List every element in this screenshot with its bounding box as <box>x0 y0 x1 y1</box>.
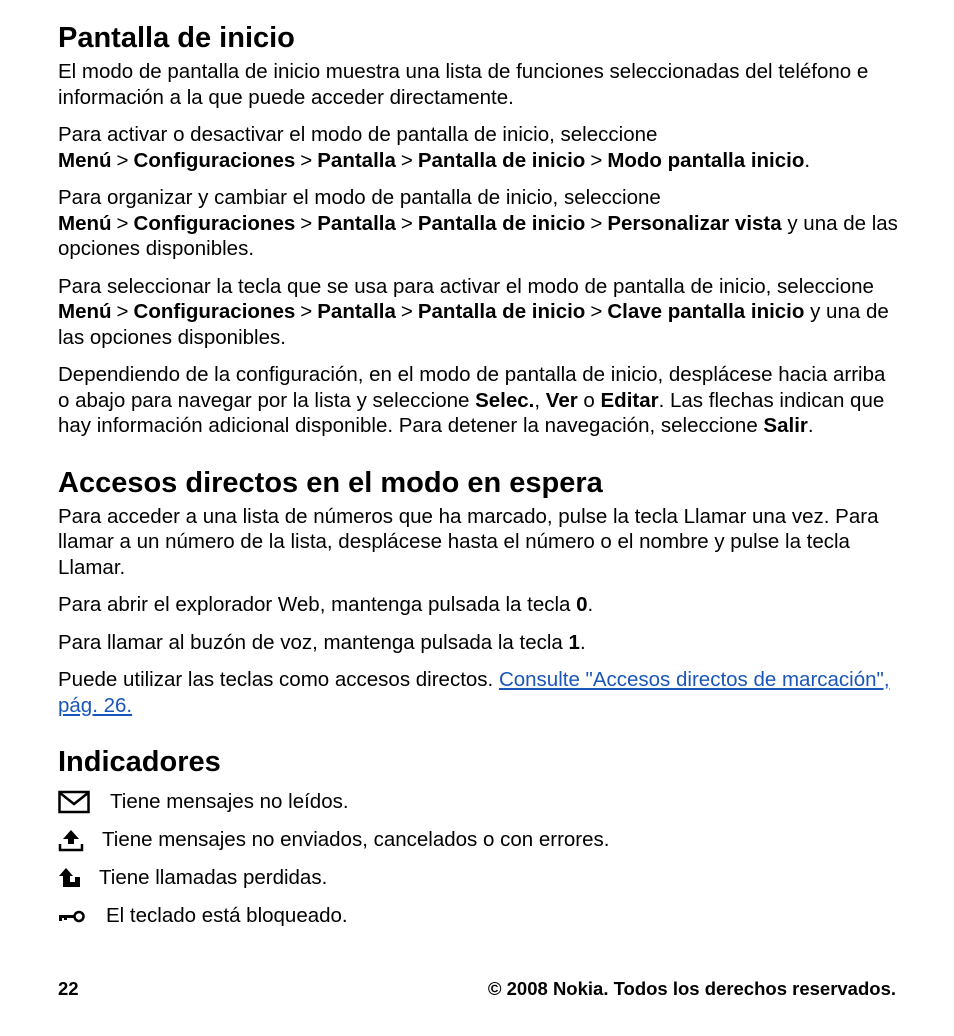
missed-call-icon <box>58 865 99 891</box>
indicator-text: Tiene mensajes no enviados, cancelados o con errores. <box>102 828 610 851</box>
indicator-text: Tiene llamadas perdidas. <box>99 866 328 889</box>
paragraph: El modo de pantalla de inicio muestra una lista de funciones seleccionadas del teléfono e información a la que puede acceder directamente. <box>58 60 869 109</box>
copyright: © 2008 Nokia. Todos los derechos reservados. <box>487 978 896 999</box>
page-content <box>58 20 898 935</box>
page-number: 22 <box>58 978 79 999</box>
paragraph: Para organizar y cambiar el modo de pantalla de inicio, seleccione Menú > Configuraciones > Pantalla > Pantalla de inicio > Personalizar vista y una de las opciones disponibles. <box>58 186 898 260</box>
paragraph: Puede utilizar las teclas como accesos directos. Consulte "Accesos directos de marcación", pág. 26. <box>58 668 890 717</box>
section-title-home-screen: Pantalla de inicio <box>58 22 295 54</box>
indicator-row <box>58 821 898 859</box>
paragraph: Para acceder a una lista de números que ha marcado, pulse la tecla Llamar una vez. Para llamar a un número de la lista, desplácese hasta el número o el nombre y pulse la tecla Llamar. <box>58 504 879 579</box>
paragraph: Para llamar al buzón de voz, mantenga pulsada la tecla 1. <box>58 630 586 654</box>
indicator-row <box>58 897 898 935</box>
key-icon <box>58 906 106 926</box>
section-title-indicators: Indicadores <box>58 746 221 778</box>
indicator-text: Tiene mensajes no leídos. <box>110 790 349 813</box>
outbox-icon <box>58 827 102 853</box>
envelope-icon <box>58 790 110 814</box>
paragraph: Para abrir el explorador Web, mantenga pulsada la tecla 0. <box>58 593 594 616</box>
page-footer <box>58 978 896 1000</box>
section-title-shortcuts: Accesos directos en el modo en espera <box>58 466 603 499</box>
paragraph: Para activar o desactivar el modo de pantalla de inicio, seleccione Menú > Configuraciones > Pantalla > Pantalla de inicio > Modo pantalla inicio. <box>58 123 811 172</box>
indicator-text: El teclado está bloqueado. <box>106 904 348 927</box>
cross-reference-link[interactable]: Consulte "Accesos directos de marcación", pág. 26. <box>58 668 890 717</box>
paragraph: Para seleccionar la tecla que se usa para activar el modo de pantalla de inicio, seleccione Menú > Configuraciones > Pantalla > Pantalla de inicio > Clave pantalla inicio y una de las opciones disponibles. <box>58 274 889 349</box>
indicator-row <box>58 783 898 821</box>
indicator-row <box>58 859 898 897</box>
paragraph: Dependiendo de la configuración, en el modo de pantalla de inicio, desplácese hacia arriba o abajo para navegar por la lista y seleccione Selec., Ver o Editar. Las flechas indican que hay información adicional disponible. Para detener la navegación, seleccione Salir. <box>58 363 886 437</box>
